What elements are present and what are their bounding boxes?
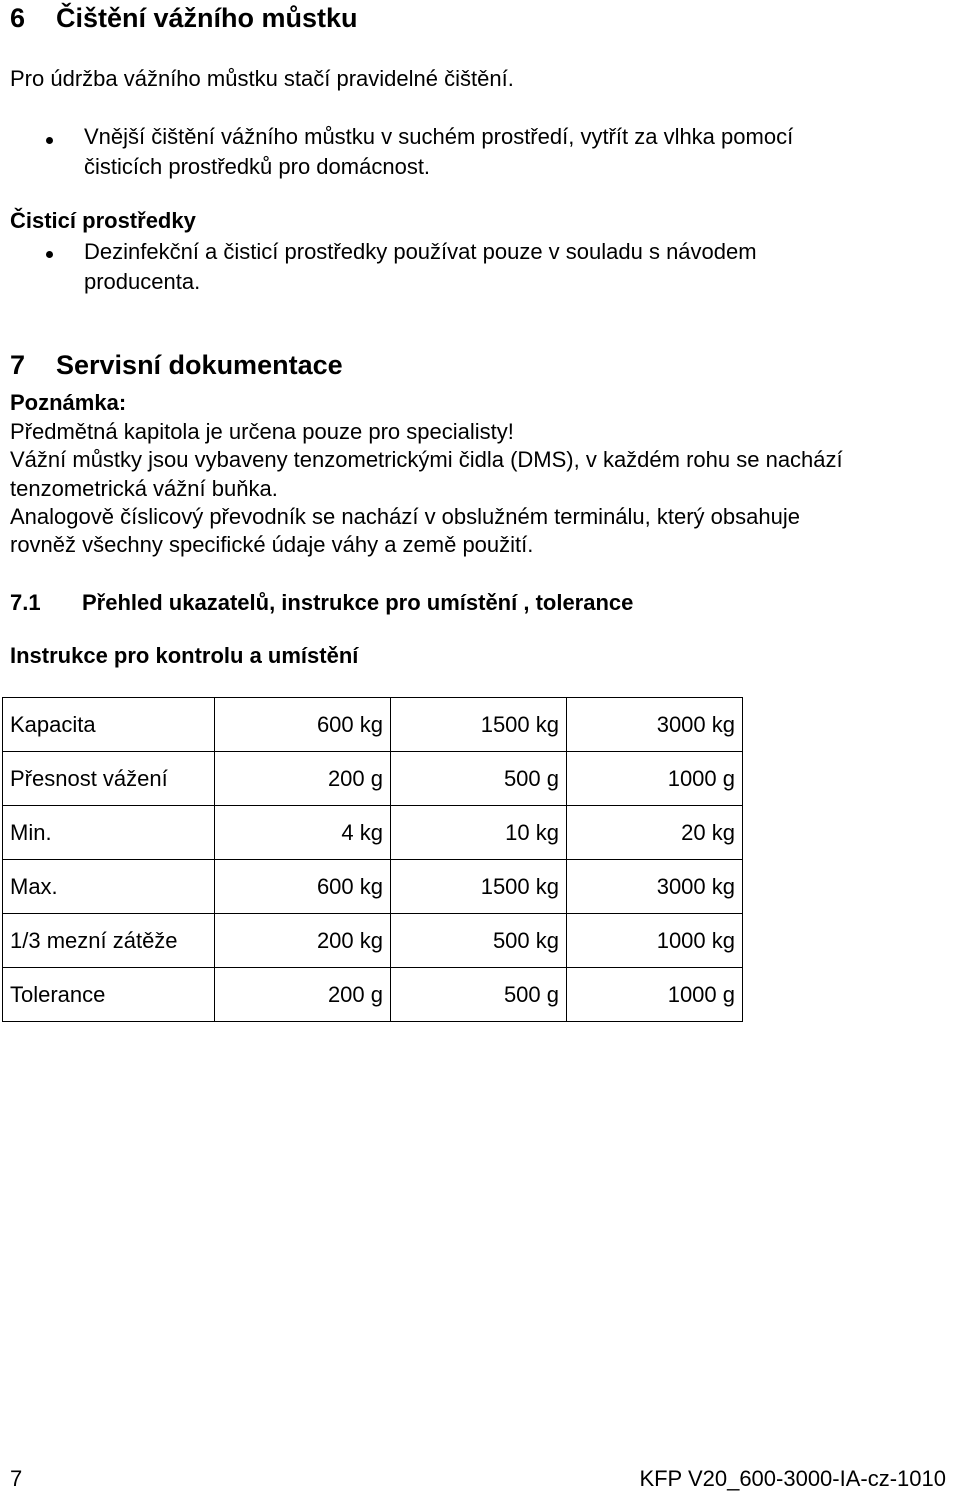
table-cell: Max. <box>3 860 215 914</box>
table-cell: Min. <box>3 806 215 860</box>
table-row <box>3 860 743 914</box>
section-number: 7 <box>10 350 26 380</box>
table-cell: 10 kg <box>391 806 567 860</box>
section-7-heading <box>10 350 343 381</box>
section-6-heading <box>10 3 358 34</box>
table-row <box>3 968 743 1022</box>
section-number: 6 <box>10 3 26 33</box>
instructions-subheading: Instrukce pro kontrolu a umístění <box>10 643 359 668</box>
section-title: Přehled ukazatelů, instrukce pro umístění , tolerance <box>82 590 634 615</box>
note-line-5: rovněž všechny specifické údaje váhy a země použití. <box>10 532 534 557</box>
table-cell: 1/3 mezní zátěže <box>3 914 215 968</box>
table-cell: 1000 kg <box>567 914 743 968</box>
section-number: 7.1 <box>10 590 41 615</box>
table-cell: Kapacita <box>3 698 215 752</box>
bullet-1-line-1: Vnější čištění vážního můstku v suchém prostředí, vytřít za vlhka pomocí <box>84 124 794 149</box>
table-row <box>3 698 743 752</box>
table-cell: 600 kg <box>215 698 391 752</box>
table-cell: 500 g <box>391 968 567 1022</box>
specification-table <box>2 697 743 1022</box>
table-cell: 200 g <box>215 968 391 1022</box>
note-line-4: Analogově číslicový převodník se nachází v obslužném terminálu, který obsahuje <box>10 504 800 529</box>
table-cell: 600 kg <box>215 860 391 914</box>
cleaning-agents-heading: Čisticí prostředky <box>10 208 196 233</box>
bullet-2-line-2: producenta. <box>84 269 201 294</box>
table-cell: 3000 kg <box>567 860 743 914</box>
section-7-1-heading <box>10 590 633 616</box>
table-cell: 1500 kg <box>391 860 567 914</box>
table-cell: Přesnost vážení <box>3 752 215 806</box>
bullet-icon <box>46 137 53 144</box>
table-cell: 200 kg <box>215 914 391 968</box>
note-line-2: Vážní můstky jsou vybaveny tenzometrickými čidla (DMS), v každém rohu se nachází <box>10 447 843 472</box>
bullet-icon <box>46 251 53 258</box>
note-line-1: Předmětná kapitola je určena pouze pro specialisty! <box>10 419 514 444</box>
table-cell: 3000 kg <box>567 698 743 752</box>
bullet-2-line-1: Dezinfekční a čisticí prostředky používat pouze v souladu s návodem <box>84 239 757 264</box>
table-cell: 20 kg <box>567 806 743 860</box>
bullet-1-line-2: čisticích prostředků pro domácnost. <box>84 154 431 179</box>
table-cell: 4 kg <box>215 806 391 860</box>
table-cell: 1000 g <box>567 968 743 1022</box>
section-6-intro: Pro údržba vážního můstku stačí pravidelné čištění. <box>10 66 514 91</box>
table-row <box>3 914 743 968</box>
table-cell: 500 kg <box>391 914 567 968</box>
section-title: Servisní dokumentace <box>56 350 343 380</box>
table-row <box>3 752 743 806</box>
table-cell: Tolerance <box>3 968 215 1022</box>
note-line-3: tenzometrická vážní buňka. <box>10 476 278 501</box>
table-cell: 500 g <box>391 752 567 806</box>
table-cell: 1500 kg <box>391 698 567 752</box>
table-row <box>3 806 743 860</box>
table-cell: 200 g <box>215 752 391 806</box>
section-title: Čištění vážního můstku <box>56 3 358 33</box>
page-number: 7 <box>10 1466 23 1491</box>
table-cell: 1000 g <box>567 752 743 806</box>
document-code: KFP V20_600-3000-IA-cz-1010 <box>639 1466 946 1491</box>
note-label: Poznámka: <box>10 390 127 415</box>
